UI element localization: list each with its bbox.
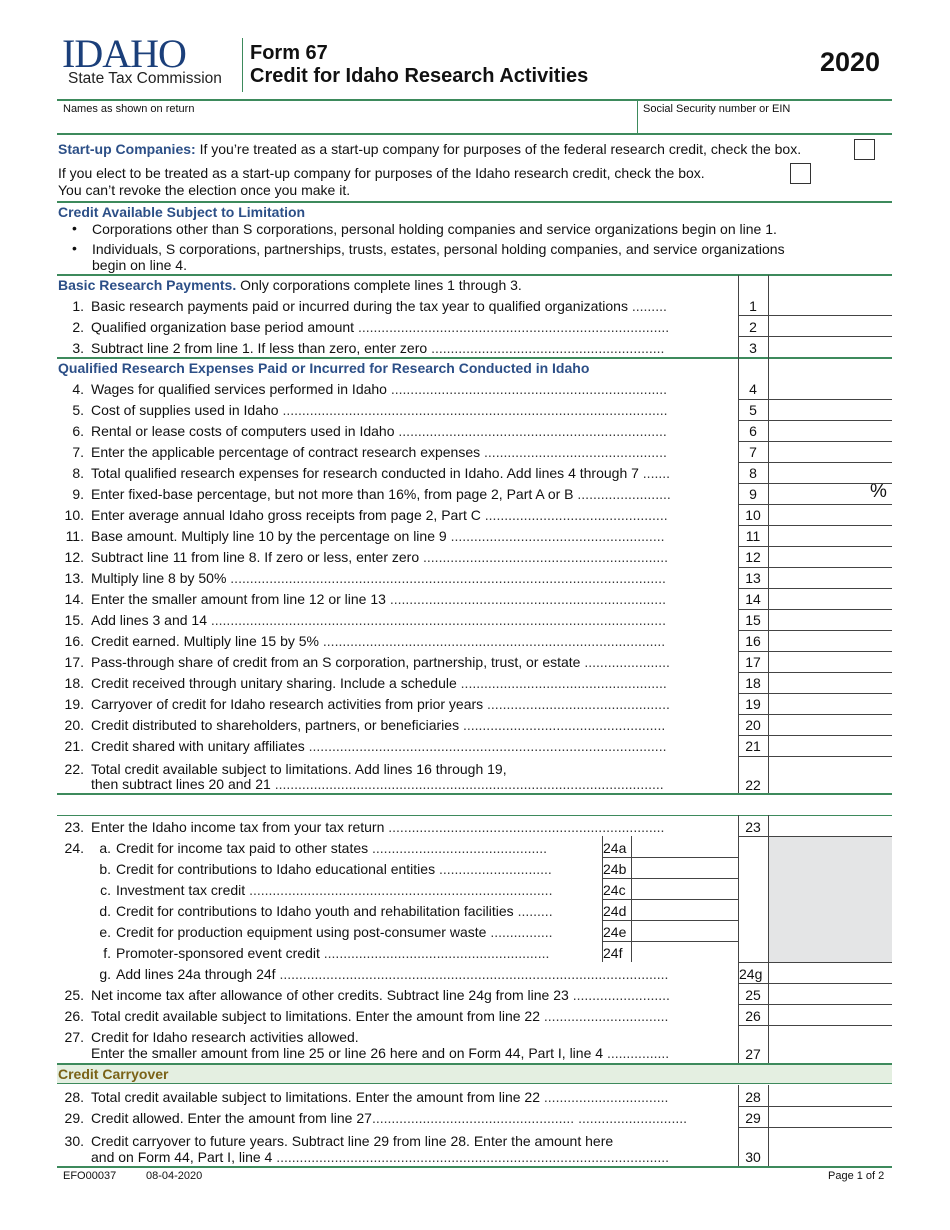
line-box-8: 8 xyxy=(749,465,757,481)
line-box-16: 16 xyxy=(745,633,761,649)
line-box-12: 12 xyxy=(745,549,761,565)
leader-dots: .................................................................................................... xyxy=(279,966,669,982)
line-number: 29. xyxy=(64,1110,84,1126)
line-box-29: 29 xyxy=(745,1110,761,1126)
startup-idaho-note: You can’t revoke the election once you make it. xyxy=(58,182,351,198)
leader-dots: ....................................................... xyxy=(450,528,665,544)
line-box-11: 11 xyxy=(745,528,761,544)
line-box-3: 3 xyxy=(749,340,757,356)
line-box-24e: 24e xyxy=(603,924,627,940)
line-12-text xyxy=(91,549,734,565)
logo-subtitle: State Tax Commission xyxy=(68,70,222,87)
startup-federal-text xyxy=(58,141,801,157)
row-line xyxy=(738,336,892,337)
line-number: 24. xyxy=(64,840,84,856)
line-23-text xyxy=(91,819,734,835)
line-number: 16. xyxy=(64,633,84,649)
leader-dots: ................................................................................................... xyxy=(282,402,668,418)
leader-dots: ............................................... xyxy=(484,507,668,523)
line-number: 1. xyxy=(72,298,84,314)
line-24d-label: Credit for contributions to Idaho youth and rehabilitation facilities xyxy=(116,903,518,919)
line-19-amount[interactable] xyxy=(769,693,891,714)
divider xyxy=(57,99,892,101)
line-26-label: Total credit available subject to limitations. Enter the amount from line 22 xyxy=(91,1008,544,1024)
line-number: 3. xyxy=(72,340,84,356)
row-line xyxy=(738,630,892,631)
line-number: 22. xyxy=(64,761,84,777)
line-number: 8. xyxy=(72,465,84,481)
line-24f-label: Promoter-sponsored event credit xyxy=(116,945,324,961)
credit-available-heading: Credit Available Subject to Limitation xyxy=(58,204,306,220)
line-13-label: Multiply line 8 by 50% xyxy=(91,570,231,586)
row-line xyxy=(738,483,892,484)
line-box-9: 9 xyxy=(749,486,757,502)
divider xyxy=(57,815,892,816)
line-28-text xyxy=(91,1089,734,1105)
line-box-15: 15 xyxy=(745,612,761,628)
line-10-amount[interactable] xyxy=(769,504,891,525)
sub-letter: c. xyxy=(100,882,111,898)
line-number: 26. xyxy=(64,1008,84,1024)
line-22-amount[interactable] xyxy=(769,770,891,793)
line-number: 28. xyxy=(64,1089,84,1105)
row-line xyxy=(602,920,738,921)
line-21-text xyxy=(91,738,734,754)
line-5-text xyxy=(91,402,734,418)
line-7-amount[interactable] xyxy=(769,441,891,462)
leader-dots: ............................................................... xyxy=(423,549,669,565)
line-27-amount[interactable] xyxy=(769,1040,891,1063)
line-box-24a: 24a xyxy=(603,840,627,856)
column-border xyxy=(738,275,739,793)
leader-dots: ............................. xyxy=(438,861,552,877)
ssn-label: Social Security number or EIN xyxy=(643,103,791,115)
row-line xyxy=(738,441,892,442)
form-title: Credit for Idaho Research Activities xyxy=(250,65,589,87)
leader-dots: .................................................................................................... xyxy=(274,776,664,792)
leader-dots: .................................................... ............................ xyxy=(371,1110,687,1126)
line-21-amount[interactable] xyxy=(769,735,891,756)
startup-federal-checkbox[interactable] xyxy=(854,139,875,160)
line-number: 7. xyxy=(72,444,84,460)
line-number: 20. xyxy=(64,717,84,733)
line-box-24d: 24d xyxy=(603,903,627,919)
row-line xyxy=(602,941,738,942)
row-line xyxy=(738,672,892,673)
line-box-17: 17 xyxy=(745,654,761,670)
leader-dots: ............................................................ xyxy=(431,340,665,356)
line-box-24f: 24f xyxy=(603,945,623,961)
line-box-19: 19 xyxy=(745,696,761,712)
line-28-label: Total credit available subject to limitations. Enter the amount from line 22 xyxy=(91,1089,544,1105)
line-9-percent-input[interactable] xyxy=(769,483,869,504)
divider xyxy=(57,201,892,203)
line-number: 30. xyxy=(64,1133,84,1149)
bullet-text-1: Corporations other than S corporations, personal holding companies and service organizations begin on line 1. xyxy=(92,221,777,237)
leader-dots: ................................ xyxy=(543,1089,669,1105)
row-line xyxy=(738,315,892,316)
line-4-label: Wages for qualified services performed in Idaho xyxy=(91,381,391,397)
line-24d-text xyxy=(116,903,599,919)
line-6-text xyxy=(91,423,734,439)
idaho-logo: IDAHO xyxy=(62,31,186,76)
line-17-label: Pass-through share of credit from an S corporation, partnership, trust, or estate xyxy=(91,654,585,670)
line-28-amount[interactable] xyxy=(769,1085,891,1106)
divider xyxy=(57,1166,892,1168)
line-5-label: Cost of supplies used in Idaho xyxy=(91,402,283,418)
line-7-label: Enter the applicable percentage of contract research expenses xyxy=(91,444,485,460)
row-line xyxy=(602,878,738,879)
line-18-text xyxy=(91,675,734,691)
line-box-28: 28 xyxy=(745,1089,761,1105)
divider xyxy=(57,133,892,135)
line-11-text xyxy=(91,528,734,544)
line-18-label: Credit received through unitary sharing. Include a schedule xyxy=(91,675,461,691)
page-number: Page 1 of 2 xyxy=(828,1170,885,1182)
line-box-1: 1 xyxy=(749,298,757,314)
line-26-text xyxy=(91,1008,734,1024)
row-line xyxy=(602,899,738,900)
line-box-23: 23 xyxy=(745,819,761,835)
leader-dots: ............................................... xyxy=(487,696,670,712)
line-24g-text xyxy=(116,966,730,982)
row-line xyxy=(738,962,892,963)
line-22-label: then subtract lines 20 and 21 xyxy=(91,776,275,792)
row-line xyxy=(738,1004,892,1005)
divider xyxy=(57,793,892,795)
line-box-5: 5 xyxy=(749,402,757,418)
line-9-label: Enter fixed-base percentage, but not more than 16%, from page 2, Part A or B xyxy=(91,486,578,502)
line-15-amount[interactable] xyxy=(769,609,891,630)
sub-letter: a. xyxy=(99,840,111,856)
leader-dots: ....................................................................... xyxy=(389,591,666,607)
line-25-text xyxy=(91,987,734,1003)
line-number: 17. xyxy=(64,654,84,670)
row-line xyxy=(738,546,892,547)
row-line xyxy=(738,836,892,837)
line-box-30: 30 xyxy=(745,1149,761,1165)
sub-letter: g. xyxy=(99,966,111,982)
line-number: 10. xyxy=(64,507,84,523)
line-number: 15. xyxy=(64,612,84,628)
line-13-text xyxy=(91,570,734,586)
divider xyxy=(57,274,892,276)
sub-letter: b. xyxy=(99,861,111,877)
line-10-text xyxy=(91,507,734,523)
line-12-label: Subtract line 11 from line 8. If zero or less, enter zero xyxy=(91,549,424,565)
line-12-amount[interactable] xyxy=(769,546,891,567)
row-line xyxy=(738,588,892,589)
line-1-amount[interactable] xyxy=(769,294,891,315)
line-24a-text xyxy=(116,840,599,856)
leader-dots: ................................ xyxy=(543,1008,669,1024)
line-11-amount[interactable] xyxy=(769,525,891,546)
line-19-label: Carryover of credit for Idaho research activities from prior years xyxy=(91,696,488,712)
line-6-label: Rental or lease costs of computers used in Idaho xyxy=(91,423,399,439)
line-30-label: and on Form 44, Part I, line 4 xyxy=(91,1149,277,1165)
divider xyxy=(57,357,892,359)
line-22-text-2 xyxy=(91,776,734,792)
bullet-text-2: Individuals, S corporations, partnerships, trusts, estates, personal holding companies, and service organizations xyxy=(92,241,785,257)
line-number: 25. xyxy=(64,987,84,1003)
line-23-amount[interactable] xyxy=(769,816,891,836)
leader-dots: ............................................... xyxy=(484,444,667,460)
line-20-text xyxy=(91,717,734,733)
line-14-label: Enter the smaller amount from line 12 or line 13 xyxy=(91,591,390,607)
row-line xyxy=(738,525,892,526)
line-24e-amount[interactable] xyxy=(632,920,738,941)
line-3-amount[interactable] xyxy=(769,336,891,357)
leader-dots: ....................................................................... xyxy=(388,819,665,835)
basic-research-heading xyxy=(58,277,522,293)
line-box-22: 22 xyxy=(745,777,761,793)
leader-dots: ..................................................... xyxy=(460,675,667,691)
line-20-amount[interactable] xyxy=(769,714,891,735)
line-5-amount[interactable] xyxy=(769,399,891,420)
leader-dots: ....................................................................... xyxy=(390,381,668,397)
column-border xyxy=(738,1085,739,1166)
names-label: Names as shown on return xyxy=(63,103,195,115)
line-8-amount[interactable] xyxy=(769,462,891,483)
line-1-text xyxy=(91,298,734,314)
line-30-text-1: Credit carryover to future years. Subtract line 29 from line 28. Enter the amount here xyxy=(91,1133,614,1149)
line-number: 18. xyxy=(64,675,84,691)
row-line xyxy=(738,983,892,984)
row-line xyxy=(738,651,892,652)
line-14-amount[interactable] xyxy=(769,588,891,609)
line-number: 2. xyxy=(72,319,84,335)
line-24g-amount[interactable] xyxy=(769,962,891,983)
line-number: 12. xyxy=(64,549,84,565)
row-line xyxy=(738,609,892,610)
basic-heading-bold: Basic Research Payments. xyxy=(58,277,237,293)
leader-dots: ......... xyxy=(631,298,667,314)
line-number: 23. xyxy=(64,819,84,835)
line-3-text xyxy=(91,340,734,356)
line-2-label: Qualified organization base period amount xyxy=(91,319,358,335)
row-line xyxy=(738,714,892,715)
line-24e-text xyxy=(116,924,599,940)
line-15-label: Add lines 3 and 14 xyxy=(91,612,211,628)
startup-label: Start-up Companies: xyxy=(58,141,196,157)
line-26-amount[interactable] xyxy=(769,1004,891,1025)
line-box-4: 4 xyxy=(749,381,757,397)
line-30-amount[interactable] xyxy=(769,1143,891,1166)
line-number: 6. xyxy=(72,423,84,439)
line-24d-amount[interactable] xyxy=(632,899,738,920)
line-6-amount[interactable] xyxy=(769,420,891,441)
leader-dots: ..................................................................... xyxy=(398,423,667,439)
line-16-label: Credit earned. Multiply line 15 by 5% xyxy=(91,633,323,649)
bullet-icon: • xyxy=(72,220,77,236)
startup-idaho-checkbox[interactable] xyxy=(790,163,811,184)
line-number: 11. xyxy=(65,528,84,544)
line-24b-amount[interactable] xyxy=(632,857,738,878)
line-number: 5. xyxy=(72,402,84,418)
leader-dots: ........................................................................................ xyxy=(322,633,666,649)
line-box-7: 7 xyxy=(749,444,757,460)
row-line xyxy=(738,756,892,757)
line-18-amount[interactable] xyxy=(769,672,891,693)
line-20-label: Credit distributed to shareholders, partners, or beneficiaries xyxy=(91,717,463,733)
divider xyxy=(637,100,638,134)
line-23-label: Enter the Idaho income tax from your tax return xyxy=(91,819,389,835)
qre-heading: Qualified Research Expenses Paid or Incurred for Research Conducted in Idaho xyxy=(58,360,590,376)
column-border xyxy=(768,1085,769,1166)
leader-dots: ................ xyxy=(490,924,553,940)
line-24f-amount[interactable] xyxy=(632,941,738,962)
row-line xyxy=(738,567,892,568)
line-24f-text xyxy=(116,945,599,961)
row-line xyxy=(738,1025,892,1026)
line-25-amount[interactable] xyxy=(769,983,891,1004)
line-2-text xyxy=(91,319,734,335)
leader-dots: ..................................................................................................................... xyxy=(210,612,666,628)
row-line xyxy=(602,857,738,858)
line-24e-label: Credit for production equipment using post-consumer waste xyxy=(116,924,491,940)
leader-dots: ......................... xyxy=(572,987,670,1003)
leader-dots: .......................................................... xyxy=(323,945,550,961)
leader-dots: .................................................... xyxy=(462,717,666,733)
tax-year: 2020 xyxy=(820,47,881,77)
line-29-amount[interactable] xyxy=(769,1106,891,1127)
line-box-21: 21 xyxy=(745,738,761,754)
line-box-18: 18 xyxy=(745,675,761,691)
leader-dots: ........................ xyxy=(577,486,671,502)
line-13-amount[interactable] xyxy=(769,567,891,588)
line-14-text xyxy=(91,591,734,607)
line-number: 9. xyxy=(72,486,84,502)
line-box-25: 25 xyxy=(745,987,761,1003)
line-17-amount[interactable] xyxy=(769,651,891,672)
line-24c-label: Investment tax credit xyxy=(116,882,250,898)
line-7-text xyxy=(91,444,734,460)
line-10-label: Enter average annual Idaho gross receipts from page 2, Part C xyxy=(91,507,485,523)
carryover-heading: Credit Carryover xyxy=(58,1066,169,1082)
line-8-text xyxy=(91,465,734,481)
line-number: 27. xyxy=(64,1029,84,1045)
sub-letter: d. xyxy=(99,903,111,919)
startup-federal-desc: If you’re treated as a start-up company for purposes of the federal research credit, check the box. xyxy=(195,141,802,157)
line-27-text-2 xyxy=(91,1045,734,1061)
line-27-text-1: Credit for Idaho research activities allowed. xyxy=(91,1029,359,1045)
line-24c-amount[interactable] xyxy=(632,878,738,899)
line-box-14: 14 xyxy=(745,591,761,607)
line-30-text-2 xyxy=(91,1149,734,1165)
ssn-input[interactable] xyxy=(640,118,890,133)
row-line xyxy=(738,399,892,400)
line-box-20: 20 xyxy=(745,717,761,733)
row-line xyxy=(738,420,892,421)
bullet-text-2b: begin on line 4. xyxy=(92,257,187,273)
line-19-text xyxy=(91,696,734,712)
line-24c-text xyxy=(116,882,599,898)
line-3-label: Subtract line 2 from line 1. If less than zero, enter zero xyxy=(91,340,432,356)
revision-date: 08-04-2020 xyxy=(146,1170,203,1182)
leader-dots: ...................... xyxy=(584,654,670,670)
carryover-band xyxy=(57,1063,892,1084)
row-line xyxy=(738,735,892,736)
line-number: 14. xyxy=(64,591,84,607)
line-number: 21. xyxy=(64,738,84,754)
row-line xyxy=(738,1106,892,1107)
line-8-label: Total qualified research expenses for research conducted in Idaho. Add lines 4 through 7 xyxy=(91,465,643,481)
line-number: 13. xyxy=(64,570,84,586)
leader-dots: ......... xyxy=(517,903,553,919)
line-box-26: 26 xyxy=(745,1008,761,1024)
line-16-amount[interactable] xyxy=(769,630,891,651)
line-2-amount[interactable] xyxy=(769,315,891,336)
line-24a-label: Credit for income tax paid to other states xyxy=(116,840,373,856)
header-divider xyxy=(242,38,243,92)
line-29-label: Credit allowed. Enter the amount from line 27 xyxy=(91,1110,372,1126)
line-17-text xyxy=(91,654,734,670)
leader-dots: ............................................................................................ xyxy=(308,738,667,754)
leader-dots: ................................................................................................................ xyxy=(230,570,666,586)
line-16-text xyxy=(91,633,734,649)
row-line xyxy=(738,462,892,463)
line-box-6: 6 xyxy=(749,423,757,439)
shaded-area xyxy=(769,836,892,962)
percent-sign: % xyxy=(870,481,887,502)
leader-dots: ..................................................................................................... xyxy=(276,1149,670,1165)
bullet-icon: • xyxy=(72,240,77,256)
line-4-text xyxy=(91,381,734,397)
line-number: 19. xyxy=(64,696,84,712)
line-box-13: 13 xyxy=(745,570,761,586)
form-code: EFO00037 xyxy=(63,1170,117,1182)
sub-letter: e. xyxy=(99,924,111,940)
line-21-label: Credit shared with unitary affiliates xyxy=(91,738,309,754)
row-line xyxy=(738,693,892,694)
line-box-24c: 24c xyxy=(603,882,626,898)
row-line xyxy=(738,504,892,505)
line-box-24b: 24b xyxy=(603,861,627,877)
line-25-label: Net income tax after allowance of other credits. Subtract line 24g from line 23 xyxy=(91,987,573,1003)
line-1-label: Basic research payments paid or incurred during the tax year to qualified organizations xyxy=(91,298,632,314)
names-input[interactable] xyxy=(60,118,635,133)
sub-letter: f. xyxy=(103,945,111,961)
line-number: 4. xyxy=(72,381,84,397)
line-box-24g: 24g xyxy=(739,966,763,982)
line-box-27: 27 xyxy=(745,1046,761,1062)
leader-dots: ....... xyxy=(642,465,671,481)
leader-dots: ................ xyxy=(606,1045,670,1061)
leader-dots: ............................................. xyxy=(372,840,548,856)
line-22-text-1: Total credit available subject to limitations. Add lines 16 through 19, xyxy=(91,761,507,777)
leader-dots: .............................................................................. xyxy=(249,882,553,898)
line-4-amount[interactable] xyxy=(769,378,891,399)
leader-dots: ................................................................................ xyxy=(357,319,670,335)
line-29-text xyxy=(91,1110,734,1126)
basic-heading-rest: Only corporations complete lines 1 through 3. xyxy=(236,277,522,293)
line-9-text xyxy=(91,486,734,502)
line-box-2: 2 xyxy=(749,319,757,335)
line-27-label: Enter the smaller amount from line 25 or line 26 here and on Form 44, Part I, line 4 xyxy=(91,1045,607,1061)
line-24g-label: Add lines 24a through 24f xyxy=(116,966,280,982)
column-border xyxy=(768,275,769,793)
startup-idaho-text: If you elect to be treated as a start-up company for purposes of the Idaho research credit, check the box. xyxy=(58,165,705,181)
row-line xyxy=(738,1127,892,1128)
line-24b-text xyxy=(116,861,599,877)
line-box-10: 10 xyxy=(745,507,761,523)
line-24a-amount[interactable] xyxy=(632,836,738,857)
form-number: Form 67 xyxy=(250,42,328,64)
line-11-label: Base amount. Multiply line 10 by the percentage on line 9 xyxy=(91,528,451,544)
line-15-text xyxy=(91,612,734,628)
line-24b-label: Credit for contributions to Idaho educational entities xyxy=(116,861,439,877)
